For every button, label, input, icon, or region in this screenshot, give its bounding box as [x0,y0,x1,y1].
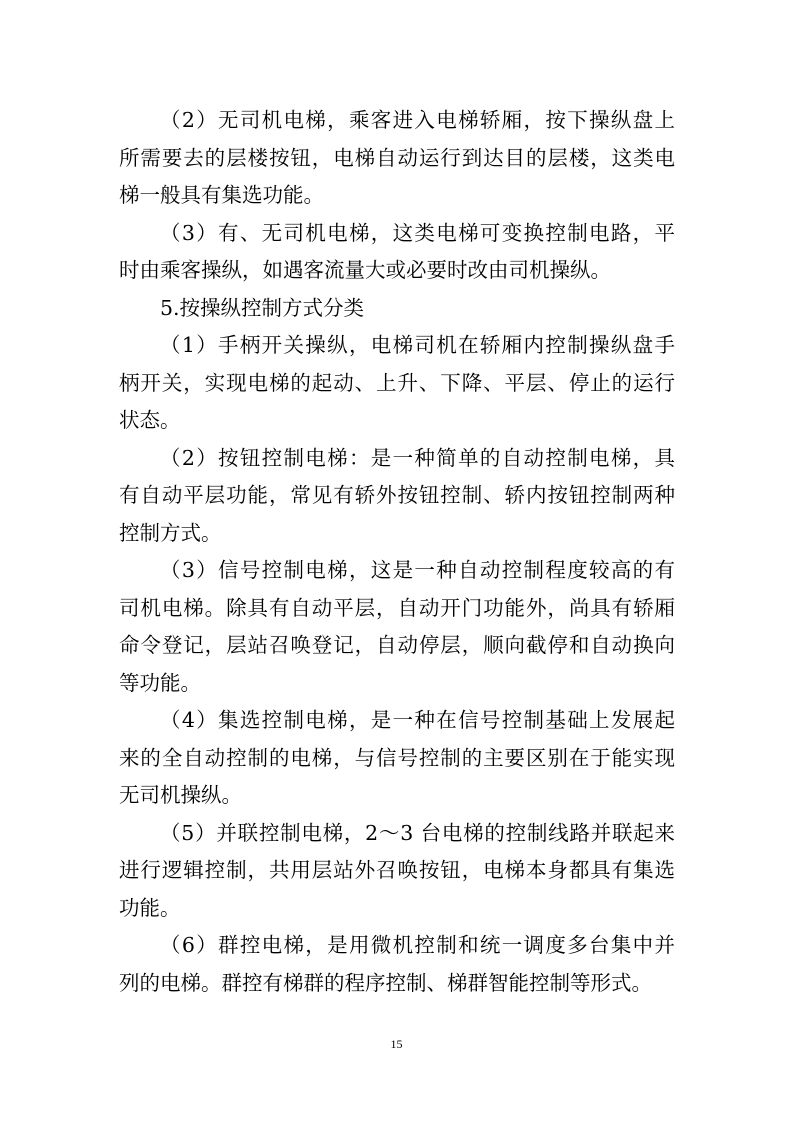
text-line: 等功能。 [119,670,201,695]
page-body [119,102,675,1002]
text-line: （3）有、无司机电梯，这类电梯可变换控制电路，平 [160,220,675,245]
paragraph-elevator-with-without-driver [119,215,675,290]
text-line: 进行逻辑控制，共用层站外召唤按钮，电梯本身都具有集选 [119,858,675,882]
text-line: 命令登记，层站召唤登记，自动停层，顺向截停和自动换向 [119,633,675,657]
text-line: 所需要去的层楼按钮，电梯自动运行到达目的层楼，这类电 [119,145,675,170]
paragraph-duplex-control [119,815,675,928]
text-line: 柄开关，实现电梯的起动、上升、下降、平层、停止的运行 [119,370,675,395]
text-line: 来的全自动控制的电梯，与信号控制的主要区别在于能实现 [119,745,675,770]
text-line: 无司机操纵。 [119,783,242,807]
page-number: 15 [390,1037,403,1051]
text-line: （6）群控电梯，是用微机控制和统一调度多台集中并 [160,933,675,957]
paragraph-group-control [119,927,675,1002]
paragraph-handle-switch [119,327,675,440]
text-line: （2）无司机电梯，乘客进入电梯轿厢，按下操纵盘上 [160,108,675,132]
section-heading: 5.按操纵控制方式分类 [160,295,365,320]
text-line: 司机电梯。除具有自动平层，自动开门功能外，尚具有轿厢 [119,595,675,620]
text-line: 列的电梯。群控有梯群的程序控制、梯群智能控制等形式。 [119,970,652,995]
text-line: 状态。 [119,408,181,432]
text-line: （1）手柄开关操纵，电梯司机在轿厢内控制操纵盘手 [160,333,675,357]
text-line: （4）集选控制电梯，是一种在信号控制基础上发展起 [160,708,675,732]
text-line: （2）按钮控制电梯：是一种简单的自动控制电梯，具 [160,445,675,470]
text-line: 时由乘客操纵，如遇客流量大或必要时改由司机操纵。 [119,258,611,282]
text-line: 梯一般具有集选功能。 [119,183,324,207]
paragraph-collective-selective [119,702,675,815]
paragraph-elevator-no-driver [119,102,675,215]
section-heading-control-mode [119,290,675,328]
text-line: （3）信号控制电梯，这是一种自动控制程度较高的有 [160,558,675,582]
text-line: （5）并联控制电梯，2～3 台电梯的控制线路并联起来 [160,820,675,845]
paragraph-button-control [119,440,675,553]
text-line: 有自动平层功能，常见有轿外按钮控制、轿内按钮控制两种 [119,483,675,507]
text-line: 功能。 [119,895,181,920]
paragraph-signal-control [119,552,675,702]
text-line: 控制方式。 [119,520,222,545]
